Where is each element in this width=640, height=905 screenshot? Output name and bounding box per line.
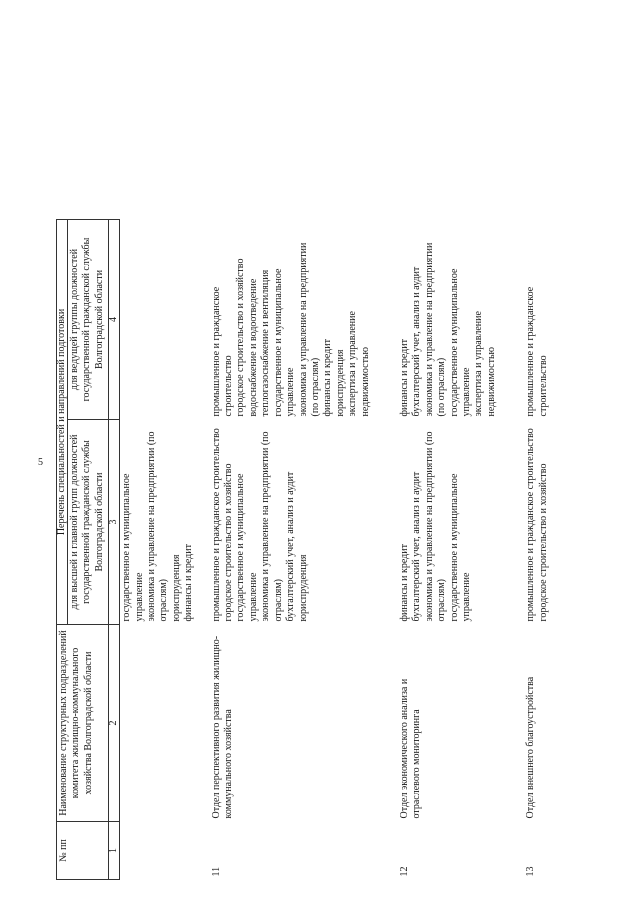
specialty-line: отраслям) bbox=[158, 579, 170, 622]
table-row bbox=[210, 29, 398, 879]
specialties-high bbox=[398, 420, 524, 625]
specialty-line: строительство bbox=[223, 355, 235, 417]
specialty-line: управление bbox=[460, 572, 472, 622]
header-department-name: Наименование структурных подразделений комитета жилищно-коммунального хозяйства Волгоградской области bbox=[57, 625, 109, 822]
specialty-line: бухгалтерский учет, анализ и аудит bbox=[411, 266, 423, 417]
table-row bbox=[120, 29, 210, 879]
specialty-line: недвижимостью bbox=[359, 347, 371, 417]
specialty-line: государственное и муниципальное bbox=[235, 473, 247, 622]
department-name: Отдел внешнего благоустройства bbox=[525, 676, 537, 819]
specialty-line: (по отраслям) bbox=[309, 357, 321, 417]
specialty-line: финансы и кредит bbox=[322, 339, 334, 417]
header-lead-group: для ведущей группы должностей государственной гражданской службы Волгоградской области bbox=[68, 219, 109, 419]
specialty-line: государственное и муниципальное bbox=[121, 473, 133, 622]
specialty-line: экономика и управление на предприятии (по bbox=[423, 431, 435, 622]
specialties-high bbox=[210, 420, 398, 625]
row-number bbox=[120, 822, 210, 880]
specialty-line: экономика и управление на предприятии bbox=[297, 242, 309, 417]
specialty-line: государственное и муниципальное bbox=[448, 268, 460, 417]
column-number: 3 bbox=[109, 420, 120, 625]
table-row bbox=[524, 29, 550, 879]
specialty-line: экономика и управление на предприятии bbox=[423, 242, 435, 417]
specialty-line: бухгалтерский учет, анализ и аудит bbox=[285, 471, 297, 622]
specialty-line: бухгалтерский учет, анализ и аудит bbox=[411, 471, 423, 622]
specialty-line: экспертиза и управление bbox=[473, 311, 485, 417]
column-number: 2 bbox=[109, 625, 120, 822]
specialties-lead bbox=[524, 219, 550, 419]
specialties-table bbox=[56, 29, 550, 880]
department-name bbox=[120, 625, 210, 822]
department-name: Отдел экономического анализа и отраслевого мониторинга bbox=[398, 678, 423, 819]
specialties-high bbox=[120, 420, 210, 625]
specialty-line: отраслям) bbox=[436, 579, 448, 622]
specialty-line: юриспруденция bbox=[334, 349, 346, 417]
specialty-line: государственное и муниципальное bbox=[272, 268, 284, 417]
specialty-line: городское строительство и хозяйство bbox=[235, 258, 247, 417]
specialty-line: юриспруденция bbox=[297, 554, 309, 622]
column-number: 1 bbox=[109, 822, 120, 880]
specialty-line: экспертиза и управление bbox=[347, 311, 359, 417]
specialty-line: финансы и кредит bbox=[398, 544, 410, 622]
specialty-line: недвижимостью bbox=[485, 347, 497, 417]
specialty-line: финансы и кредит bbox=[183, 544, 195, 622]
table-header bbox=[57, 29, 109, 879]
specialty-line: промышленное и гражданское строительство bbox=[210, 428, 222, 622]
specialty-line: управление bbox=[460, 367, 472, 417]
row-number: 13 bbox=[525, 866, 537, 877]
specialty-line: строительство bbox=[537, 355, 549, 417]
specialty-line: управление bbox=[247, 572, 259, 622]
specialty-line: теплогазоснабжение и вентиляция bbox=[260, 269, 272, 417]
header-high-groups: для высшей и главной групп должностей государственной гражданской службы Волгоградской области bbox=[68, 420, 109, 625]
specialty-line: (по отраслям) bbox=[436, 357, 448, 417]
specialty-line: промышленное и гражданское строительство bbox=[525, 428, 537, 622]
specialties-high bbox=[524, 420, 550, 625]
table-body bbox=[120, 29, 550, 879]
column-numbers-row bbox=[109, 29, 120, 879]
specialty-line: юриспруденция bbox=[170, 554, 182, 622]
page-number: 5 bbox=[38, 457, 43, 468]
table-row bbox=[398, 29, 524, 879]
specialty-line: экономика и управление на предприятии (по bbox=[146, 431, 158, 622]
row-number: 11 bbox=[210, 866, 222, 877]
specialty-line: отраслям) bbox=[272, 579, 284, 622]
specialties-lead bbox=[398, 219, 524, 419]
specialty-line: промышленное и гражданское bbox=[525, 286, 537, 417]
specialties-lead bbox=[120, 219, 210, 419]
header-number: № пп bbox=[57, 822, 109, 880]
specialties-lead bbox=[210, 219, 398, 419]
specialty-line: государственное и муниципальное bbox=[448, 473, 460, 622]
specialty-line: финансы и кредит bbox=[398, 339, 410, 417]
specialty-line: управление bbox=[133, 572, 145, 622]
department-name: Отдел перспективного развития жилищно-коммунального хозяйства bbox=[210, 635, 235, 819]
specialty-line: экономика и управление на предприятии (по bbox=[260, 431, 272, 622]
specialty-line: городское строительство и хозяйство bbox=[537, 463, 549, 622]
specialty-line: городское строительство и хозяйство bbox=[223, 463, 235, 622]
row-number: 12 bbox=[398, 866, 410, 877]
specialty-line: водоснабжение и водоотведение bbox=[247, 278, 259, 417]
specialty-line: промышленное и гражданское bbox=[210, 286, 222, 417]
specialty-line: управление bbox=[285, 367, 297, 417]
rotated-table-container bbox=[56, 30, 616, 880]
header-specialties-group: Перечень специальностей и направлений подготовки bbox=[57, 219, 68, 624]
column-number: 4 bbox=[109, 219, 120, 419]
